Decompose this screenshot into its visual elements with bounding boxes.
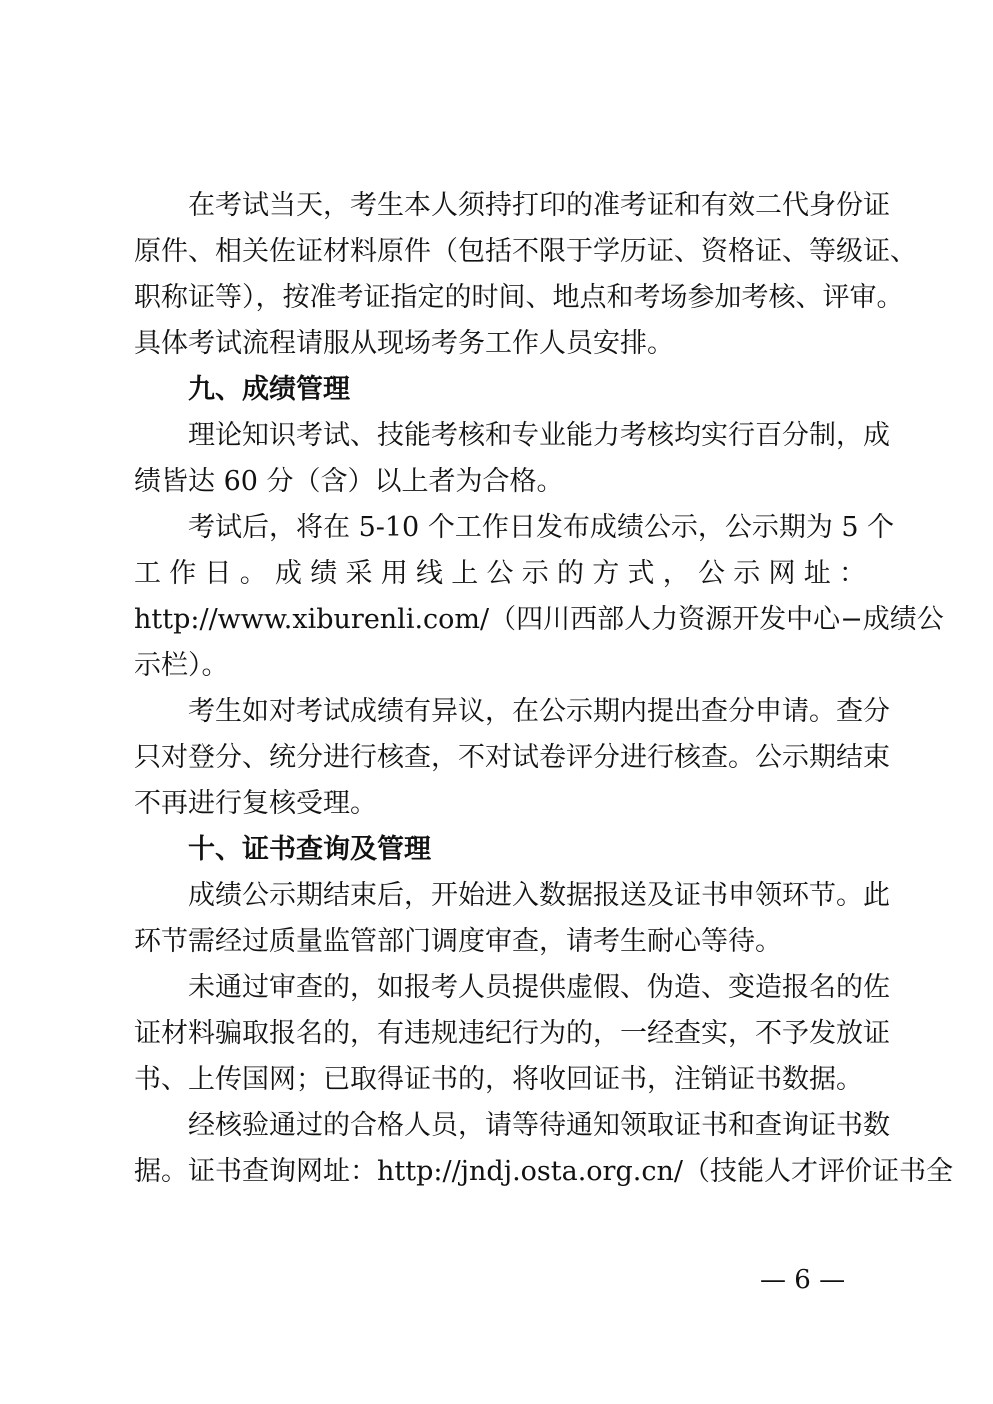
paragraph-line: 工作日。成绩采用线上公示的方式，公示网址： xyxy=(134,558,866,589)
page-number: — 6 — xyxy=(760,1265,846,1295)
paragraph-line: 成绩公示期结束后，开始进入数据报送及证书申领环节。此 xyxy=(188,880,890,911)
paragraph-line: 证材料骗取报名的，有违规违纪行为的，一经查实，不予发放证 xyxy=(134,1018,890,1049)
section-heading: 九、成绩管理 xyxy=(188,374,350,405)
paragraph-line: 理论知识考试、技能考核和专业能力考核均实行百分制，成 xyxy=(188,420,890,451)
paragraph-line: 示栏）。 xyxy=(134,650,229,681)
section-heading: 十、证书查询及管理 xyxy=(188,834,431,865)
paragraph-line: 考生如对考试成绩有异议，在公示期内提出查分申请。查分 xyxy=(188,696,890,727)
paragraph-line: 只对登分、统分进行核查，不对试卷评分进行核查。公示期结束 xyxy=(134,742,890,773)
paragraph-line: 不再进行复核受理。 xyxy=(134,788,377,819)
paragraph-line: 经核验通过的合格人员，请等待通知领取证书和查询证书数 xyxy=(188,1110,890,1141)
paragraph-line: 考试后，将在 5-10 个工作日发布成绩公示，公示期为 5 个 xyxy=(188,512,895,543)
paragraph-line: 职称证等），按准考证指定的时间、地点和考场参加考核、评审。 xyxy=(134,282,904,313)
paragraph-line: 原件、相关佐证材料原件（包括不限于学历证、资格证、等级证、 xyxy=(134,236,917,267)
paragraph-line: 具体考试流程请服从现场考务工作人员安排。 xyxy=(134,328,674,359)
paragraph-line: http://www.xiburenli.com/（四川西部人力资源开发中心−成绩公 xyxy=(134,604,944,635)
paragraph-line: 书、上传国网；已取得证书的，将收回证书，注销证书数据。 xyxy=(134,1064,863,1095)
paragraph-line: 在考试当天，考生本人须持打印的准考证和有效二代身份证 xyxy=(188,190,890,221)
paragraph-line: 未通过审查的，如报考人员提供虚假、伪造、变造报名的佐 xyxy=(188,972,890,1003)
paragraph-line: 环节需经过质量监管部门调度审查，请考生耐心等待。 xyxy=(134,926,782,957)
paragraph-line: 绩皆达 60 分（含）以上者为合格。 xyxy=(134,466,564,497)
paragraph-line: 据。证书查询网址：http://jndj.osta.org.cn/（技能人才评价证书全 xyxy=(134,1156,953,1187)
